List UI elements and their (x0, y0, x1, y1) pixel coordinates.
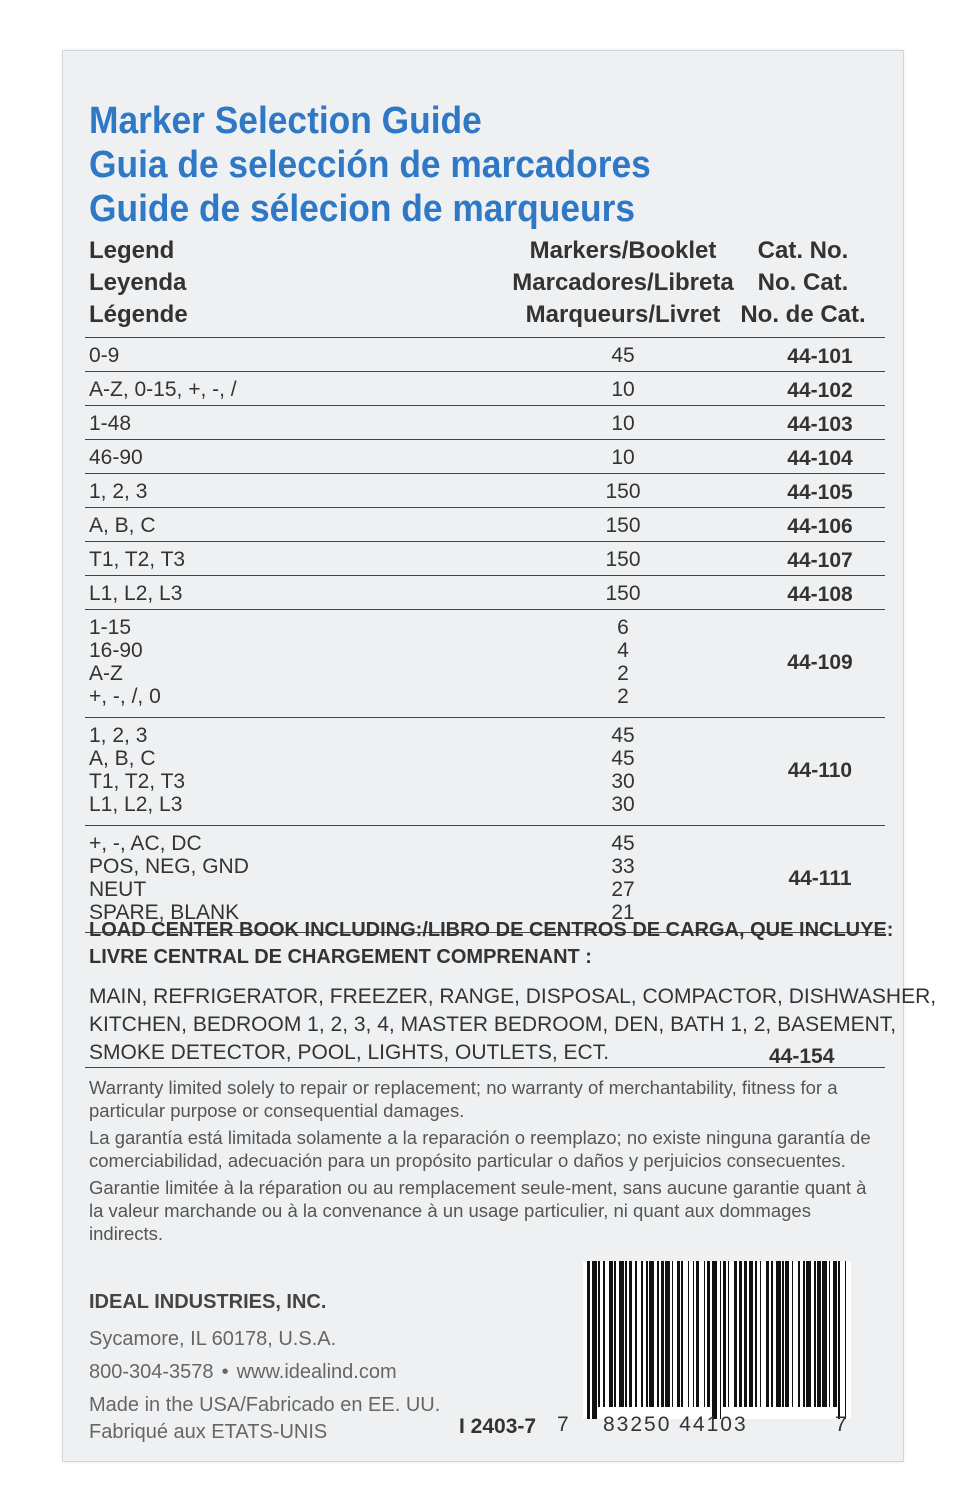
markers-cell (523, 446, 723, 469)
barcode-bar (707, 1261, 710, 1407)
barcode-digits: 83250 44103 (603, 1413, 748, 1436)
table-row (85, 337, 885, 371)
barcode-bar (755, 1261, 757, 1407)
table-row (85, 371, 885, 405)
legend-value: +, -, /, 0 (89, 685, 161, 708)
load-center-section (89, 917, 937, 1068)
warranty-section (85, 1067, 885, 1249)
barcode-bar (693, 1261, 695, 1407)
markers-cell (523, 514, 723, 537)
legend-cell (89, 832, 249, 924)
barcode-bar (817, 1261, 820, 1407)
barcode-bar (688, 1261, 690, 1407)
legend-value: 46-90 (89, 446, 143, 469)
barcode-bar (760, 1261, 762, 1407)
cat-no-cell: 44-105 (787, 481, 853, 504)
title-spanish: Guia de selección de marcadores (89, 144, 651, 186)
barcode-bar (681, 1261, 683, 1407)
markers-value: 150 (605, 514, 641, 537)
load-center-item-line: KITCHEN, BEDROOM 1, 2, 3, 4, MASTER BEDROOM, DEN, BATH 1, 2, BASEMENT, (89, 1013, 897, 1036)
barcode-bar (592, 1261, 597, 1419)
legend-value: NEUT (89, 877, 147, 901)
legend-value: A-Z, 0-15, +, -, / (89, 378, 237, 401)
markers-value: 6 (617, 616, 629, 639)
markers-value: 33 (611, 854, 635, 878)
barcode-bar (782, 1261, 784, 1407)
company-name: IDEAL INDUSTRIES, INC. (89, 1291, 327, 1313)
markers-value: 150 (605, 480, 641, 503)
table-row (85, 717, 885, 825)
barcode-bar (785, 1261, 788, 1407)
barcode-bar (712, 1261, 717, 1419)
bullet-separator: • (221, 1361, 229, 1383)
table-row (85, 405, 885, 439)
legend-cell (89, 514, 156, 537)
cat-no-cell: 44-101 (787, 345, 853, 368)
cat-no-cell: 44-104 (787, 447, 853, 470)
header-markers-fr: Marqueurs/Livret (525, 301, 721, 328)
markers-value: 45 (611, 746, 635, 770)
marker-table (85, 337, 885, 933)
markers-value: 30 (611, 769, 635, 793)
warranty-french: Garantie limitée à la réparation ou au remplacement seule-ment, sans aucune garantie quant à la valeur marchande ou à la convenance à un usage particulier, ni quant aux dommages indirects. (89, 1177, 867, 1244)
table-row (85, 473, 885, 507)
title-block (89, 99, 693, 231)
header-legend-fr: Légende (89, 301, 188, 328)
markers-cell (523, 412, 723, 435)
markers-value: 45 (611, 831, 635, 855)
markers-cell (523, 832, 723, 924)
legend-value: +, -, AC, DC (89, 831, 202, 855)
markers-value: 10 (611, 446, 635, 469)
markers-value: 27 (611, 877, 635, 901)
cat-no-cell: 44-110 (787, 759, 853, 783)
table-row (85, 575, 885, 609)
company-info (89, 1291, 440, 1452)
barcode-bar (833, 1261, 836, 1407)
legend-cell (89, 378, 237, 401)
legend-value: POS, NEG, GND (89, 854, 249, 878)
title-french: Guide de sélecion de marqueurs (89, 188, 635, 230)
markers-value: 21 (611, 900, 635, 924)
barcode-bar (625, 1261, 627, 1407)
barcode-bar (771, 1261, 773, 1407)
legend-cell (89, 446, 143, 469)
barcode-bar (766, 1261, 769, 1407)
barcode-bar (609, 1261, 612, 1407)
markers-value: 150 (605, 548, 641, 571)
markers-value: 4 (617, 639, 629, 662)
markers-value: 30 (611, 792, 635, 816)
legend-value: 1, 2, 3 (89, 480, 148, 503)
barcode-bar (614, 1261, 616, 1407)
part-number: I 2403-7 (459, 1415, 537, 1438)
marker-guide-card (62, 50, 937, 1462)
fabrique-usa: Fabriqué aux ETATS-UNIS (89, 1421, 328, 1443)
load-center-cat-no: 44-154 (769, 1045, 835, 1068)
markers-cell (523, 548, 723, 571)
markers-cell (523, 616, 723, 708)
legend-cell (89, 582, 182, 605)
cat-no-cell: 44-103 (787, 413, 853, 436)
legend-value: 1-48 (89, 412, 132, 435)
legend-value: T1, T2, T3 (89, 769, 186, 793)
markers-value: 150 (605, 582, 641, 605)
barcode-bar (845, 1261, 847, 1419)
load-center-heading-1: LOAD CENTER BOOK INCLUDING:/LIBRO DE CENTROS DE CARGA, QUE INCLUYE: (89, 919, 894, 941)
barcode-bar (822, 1261, 827, 1407)
legend-value: L1, L2, L3 (89, 582, 183, 605)
legend-value: SPARE, BLANK (89, 900, 240, 924)
legend-cell (89, 344, 119, 367)
barcode-bar (803, 1261, 805, 1407)
legend-value: A, B, C (89, 746, 156, 770)
barcode-bar (661, 1261, 664, 1407)
markers-value: 10 (611, 378, 635, 401)
barcode-bar (641, 1261, 643, 1407)
company-phone: 800-304-3578 (89, 1361, 214, 1383)
load-center-item-line: MAIN, REFRIGERATOR, FREEZER, RANGE, DISPOSAL, COMPACTOR, DISHWASHER, (89, 985, 937, 1008)
markers-value: 45 (611, 344, 635, 367)
header-legend-es: Leyenda (89, 269, 187, 296)
barcode-bar (587, 1261, 590, 1419)
markers-cell (523, 724, 723, 816)
barcode-bar (838, 1261, 840, 1419)
barcode-bar (776, 1261, 781, 1407)
legend-cell (89, 480, 147, 503)
legend-value: 1, 2, 3 (89, 723, 148, 747)
table-row (85, 609, 885, 717)
barcode-bar (629, 1261, 632, 1407)
legend-value: 16-90 (89, 639, 143, 662)
header-markers-es: Marcadores/Libreta (512, 269, 734, 296)
company-website: www.idealind.com (236, 1361, 397, 1383)
cat-no-cell: 44-102 (787, 379, 853, 402)
legend-cell (89, 724, 185, 816)
barcode-area (459, 1261, 853, 1451)
barcode-bar (603, 1261, 605, 1407)
markers-cell (523, 378, 723, 401)
legend-value: L1, L2, L3 (89, 792, 183, 816)
barcode-bar (646, 1261, 648, 1407)
title-english: Marker Selection Guide (89, 100, 482, 142)
barcode-bar (723, 1261, 726, 1407)
header-cat-en: Cat. No. (757, 237, 849, 264)
barcode-bar (677, 1261, 680, 1407)
header-markers (483, 235, 763, 331)
markers-value: 45 (611, 723, 635, 747)
legend-cell (89, 548, 185, 571)
header-cat-fr: No. de Cat. (740, 301, 866, 328)
barcode-bar (739, 1261, 742, 1407)
cat-no-cell: 44-109 (787, 651, 853, 675)
barcode-bar (734, 1261, 737, 1407)
barcode-bar (657, 1261, 659, 1407)
legend-value: A, B, C (89, 514, 156, 537)
barcode-bar (792, 1261, 794, 1407)
barcode-right-digit: 7 (835, 1413, 847, 1436)
markers-value: 2 (617, 685, 629, 708)
legend-value: A-Z (89, 662, 123, 685)
markers-value: 10 (611, 412, 635, 435)
legend-cell (89, 616, 161, 708)
company-contact (89, 1359, 440, 1386)
barcode-bar (649, 1261, 654, 1407)
header-cat-no (733, 235, 873, 331)
barcode-bar (672, 1261, 674, 1407)
barcode (583, 1261, 851, 1419)
cat-no-cell: 44-106 (787, 515, 853, 538)
legend-value: T1, T2, T3 (89, 548, 186, 571)
cat-no-cell: 44-108 (787, 583, 853, 606)
barcode-bar (704, 1261, 706, 1407)
barcode-bar (814, 1261, 816, 1407)
header-markers-en: Markers/Booklet (529, 237, 717, 264)
load-center-items (89, 983, 937, 1067)
table-row (85, 507, 885, 541)
cat-no-cell: 44-111 (788, 866, 852, 890)
markers-cell (523, 344, 723, 367)
cat-no-cell: 44-107 (787, 549, 853, 572)
barcode-bar (720, 1261, 722, 1419)
barcode-bar (806, 1261, 811, 1407)
load-center-item-line: SMOKE DETECTOR, POOL, LIGHTS, OUTLETS, ECT. (89, 1041, 610, 1064)
barcode-bar (728, 1261, 730, 1407)
company-address: Sycamore, IL 60178, U.S.A. (89, 1328, 337, 1350)
barcode-left-digit: 7 (557, 1413, 569, 1436)
legend-value: 1-15 (89, 616, 132, 639)
markers-cell (523, 582, 723, 605)
markers-cell (523, 480, 723, 503)
header-legend (89, 235, 188, 331)
header-cat-es: No. Cat. (757, 269, 849, 296)
barcode-bar (829, 1261, 831, 1407)
legend-value: 0-9 (89, 344, 120, 367)
barcode-bar (598, 1261, 600, 1407)
barcode-bar (798, 1261, 800, 1407)
warranty-english: Warranty limited solely to repair or replacement; no warranty of merchantability, fitness for a particular purpose or consequential damages. (89, 1077, 838, 1121)
header-legend-en: Legend (89, 237, 175, 264)
table-row (85, 439, 885, 473)
legend-cell (89, 412, 131, 435)
markers-value: 2 (617, 662, 629, 685)
barcode-bar (665, 1261, 670, 1407)
load-center-heading-2: LIVRE CENTRAL DE CHARGEMENT COMPRENANT : (89, 946, 592, 968)
barcode-bar (744, 1261, 747, 1407)
barcode-bar (619, 1261, 624, 1407)
barcode-bar (749, 1261, 754, 1407)
warranty-spanish: La garantía está limitada solamente a la reparación o reemplazo; no existe ninguna garantía de comerciabilidad, adecuación para un propósito particular o daños y perjuicios consecuentes. (89, 1127, 871, 1171)
table-row (85, 541, 885, 575)
made-in-usa: Made in the USA/Fabricado en EE. UU. (89, 1394, 441, 1416)
barcode-bar (696, 1261, 699, 1407)
barcode-bar (635, 1261, 637, 1407)
